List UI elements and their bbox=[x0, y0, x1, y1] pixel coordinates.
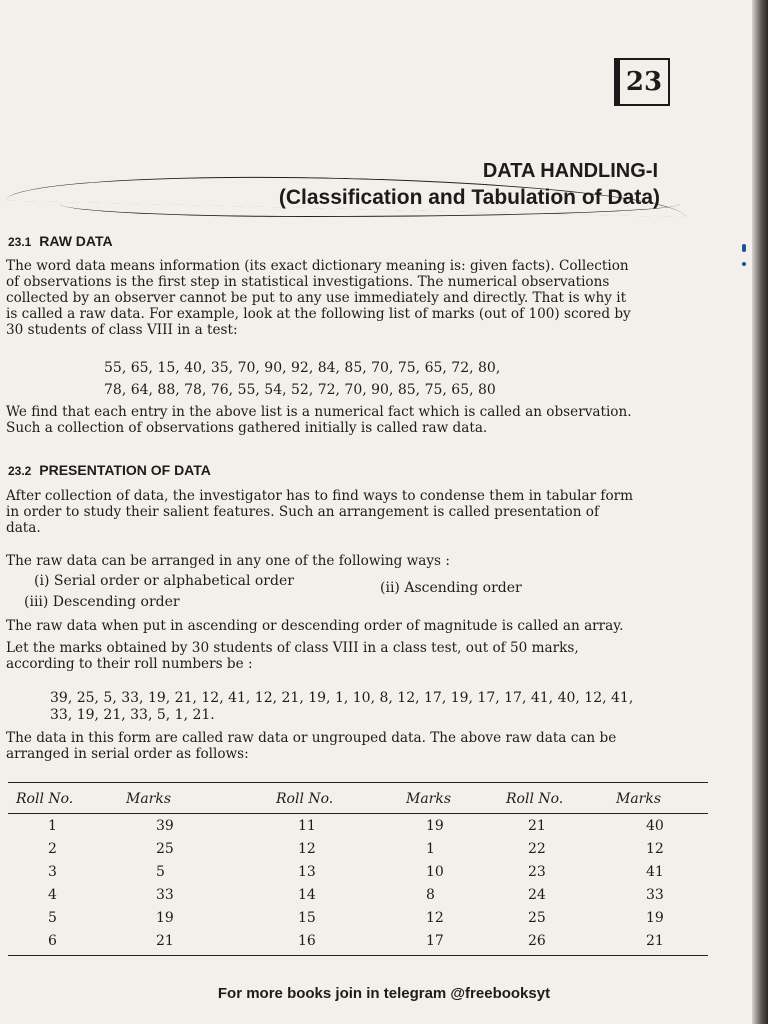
roll-no-cell: 23 bbox=[528, 863, 546, 880]
col-header-marks: Marks bbox=[126, 783, 276, 814]
col-header-marks: Marks bbox=[406, 783, 506, 814]
roll-no-cell: 11 bbox=[298, 817, 316, 834]
table-row bbox=[8, 814, 708, 838]
roll-no-cell: 13 bbox=[298, 863, 316, 880]
marks-cell: 12 bbox=[426, 909, 444, 926]
roll-no-cell: 12 bbox=[298, 840, 316, 857]
roll-no-cell: 6 bbox=[8, 929, 126, 956]
marks-line: 33, 19, 21, 33, 5, 1, 21. bbox=[50, 707, 215, 723]
marks-intro-paragraph bbox=[6, 640, 686, 672]
roll-no-cell: 15 bbox=[298, 909, 316, 926]
marks-cell: 10 bbox=[426, 863, 444, 880]
section-heading-presentation bbox=[8, 462, 211, 478]
roll-no-cell: 24 bbox=[528, 886, 546, 903]
option-serial-order: (i) Serial order or alphabetical order bbox=[34, 573, 294, 589]
marks-cell: 8 bbox=[426, 886, 435, 903]
roll-no-cell: 5 bbox=[48, 909, 57, 926]
section-number: 23.2 bbox=[8, 464, 32, 478]
paragraph-line: is called a raw data. For example, look at the following list of marks (out of 100) scored by bbox=[6, 306, 631, 322]
roll-no-cell: 16 bbox=[276, 929, 406, 956]
roll-no-cell: 3 bbox=[48, 863, 57, 880]
marks-cell: 33 bbox=[646, 886, 664, 903]
roll-no-cell: 1 bbox=[48, 817, 57, 834]
raw-data-paragraph bbox=[6, 258, 686, 338]
marks-line: 55, 65, 15, 40, 35, 70, 90, 92, 84, 85, 70, 75, 65, 72, 80, bbox=[104, 360, 501, 376]
marks-line: 78, 64, 88, 78, 76, 55, 54, 52, 72, 70, 90, 85, 75, 65, 80 bbox=[104, 382, 496, 398]
paragraph-line: Such a collection of observations gathered initially is called raw data. bbox=[6, 420, 488, 436]
marks-cell: 21 bbox=[616, 929, 708, 956]
paragraph-line: of observations is the first step in statistical investigations. The numerical observations bbox=[6, 274, 610, 290]
table-row bbox=[8, 837, 708, 860]
option-descending-order: (iii) Descending order bbox=[24, 594, 180, 610]
paragraph-line: in order to study their salient features. Such an arrangement is called presentation of bbox=[6, 504, 600, 520]
option-ascending-order: (ii) Ascending order bbox=[380, 580, 522, 596]
roll-no-cell: 4 bbox=[48, 886, 57, 903]
marks-list-100 bbox=[104, 360, 500, 399]
paragraph-line: data. bbox=[6, 520, 41, 536]
paragraph-line: Let the marks obtained by 30 students of class VIII in a class test, out of 50 marks, bbox=[6, 640, 579, 656]
marks-cell: 19 bbox=[156, 909, 174, 926]
marks-cell: 17 bbox=[406, 929, 506, 956]
ways-intro bbox=[6, 553, 686, 569]
section-title: PRESENTATION OF DATA bbox=[39, 462, 211, 478]
col-header-marks: Marks bbox=[616, 783, 708, 814]
chapter-title: DATA HANDLING-I bbox=[482, 160, 658, 182]
presentation-paragraph bbox=[6, 488, 686, 536]
marks-cell: 1 bbox=[426, 840, 435, 857]
marks-cell: 12 bbox=[646, 840, 664, 857]
marks-cell: 33 bbox=[156, 886, 174, 903]
paragraph-line: The data in this form are called raw data or ungrouped data. The above raw data can be bbox=[6, 730, 617, 746]
page-edge bbox=[752, 0, 768, 1024]
paragraph-line: 30 students of class VIII in a test: bbox=[6, 322, 238, 338]
table-row bbox=[8, 906, 708, 929]
serial-order-paragraph bbox=[6, 730, 686, 762]
footer-note: For more books join in telegram @freebooksyt bbox=[217, 985, 551, 1002]
roll-no-cell: 25 bbox=[528, 909, 546, 926]
roll-no-cell: 26 bbox=[506, 929, 616, 956]
marks-list-50 bbox=[50, 690, 633, 724]
chapter-number: 23 bbox=[625, 67, 663, 97]
roll-no-cell: 22 bbox=[528, 840, 546, 857]
paragraph-line: according to their roll numbers be : bbox=[6, 656, 253, 672]
marks-cell: 41 bbox=[646, 863, 664, 880]
table-header-row bbox=[8, 783, 708, 814]
title-underline bbox=[60, 204, 680, 217]
col-header-roll-no: Roll No. bbox=[8, 783, 126, 814]
margin-mark bbox=[742, 244, 746, 252]
array-definition bbox=[6, 618, 686, 634]
section-number: 23.1 bbox=[8, 235, 32, 249]
chapter-number-box bbox=[614, 58, 670, 106]
observation-paragraph bbox=[6, 404, 686, 436]
marks-table bbox=[8, 782, 708, 956]
paragraph-line: The raw data when put in ascending or descending order of magnitude is called an array. bbox=[6, 618, 624, 634]
paragraph-line: The word data means information (its exact dictionary meaning is: given facts). Collection bbox=[6, 258, 629, 274]
chapter-subtitle: (Classification and Tabulation of Data) bbox=[278, 186, 660, 209]
col-header-roll-no: Roll No. bbox=[276, 783, 406, 814]
table-row bbox=[8, 929, 708, 956]
marks-cell: 25 bbox=[156, 840, 174, 857]
paragraph-line: arranged in serial order as follows: bbox=[6, 746, 249, 762]
paragraph-line: We find that each entry in the above list is a numerical fact which is called an observation. bbox=[6, 404, 632, 420]
table-row bbox=[8, 860, 708, 883]
col-header-roll-no: Roll No. bbox=[506, 783, 616, 814]
table-row bbox=[8, 883, 708, 906]
marks-cell: 39 bbox=[156, 817, 174, 834]
roll-no-cell: 21 bbox=[528, 817, 546, 834]
section-title: RAW DATA bbox=[39, 233, 113, 249]
marks-cell: 19 bbox=[646, 909, 664, 926]
marks-cell: 40 bbox=[646, 817, 664, 834]
paragraph-line: After collection of data, the investigator has to find ways to condense them in tabular form bbox=[6, 488, 634, 504]
paragraph-line: The raw data can be arranged in any one of the following ways : bbox=[6, 553, 450, 569]
paragraph-line: collected by an observer cannot be put to any use immediately and directly. That is why it bbox=[6, 290, 627, 306]
marks-cell: 19 bbox=[426, 817, 444, 834]
roll-no-cell: 2 bbox=[48, 840, 57, 857]
marks-line: 39, 25, 5, 33, 19, 21, 12, 41, 12, 21, 19, 1, 10, 8, 12, 17, 19, 17, 17, 41, 40, 12, 41, bbox=[50, 690, 634, 706]
marks-cell: 21 bbox=[126, 929, 276, 956]
roll-no-cell: 14 bbox=[298, 886, 316, 903]
section-heading-raw-data bbox=[8, 233, 113, 249]
margin-mark bbox=[742, 262, 746, 266]
marks-cell: 5 bbox=[156, 863, 165, 880]
